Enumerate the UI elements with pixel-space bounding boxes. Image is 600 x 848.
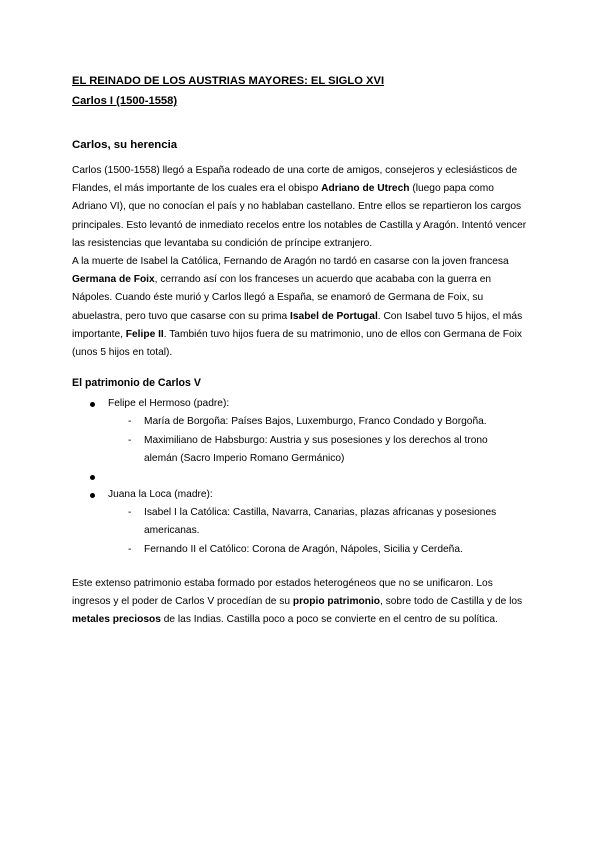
list-item-madre: Juana la Loca (madre): - Isabel I la Católica: Castilla, Navarra, Canarias, plazas africanas y posesiones americanas. - Fernando II el Católico: Corona de Aragón, Nápoles, Sicilia y Cerdeña. [72, 486, 528, 559]
list-item: - Maximiliano de Habsburgo: Austria y sus posesiones y los derechos al trono alemán (Sacro Imperio Romano Germánico) [108, 432, 528, 468]
paragraph-corte-flamenca: Carlos (1500-1558) llegó a España rodeado de una corte de amigos, consejeros y eclesiásticos de Flandes, el más importante de los cuales era el obispo Adriano de Utrech (luego papa como Adriano VI), que no conocían el país y no hablaban castellano. Entre ellos se repartieron los cargos principales. Esto levantó de inmediato recelos entre los notables de Castilla y Aragón. Intentó vencer las resistencias que levantaba su condición de príncipe extranjero. [72, 165, 527, 249]
list-item: - María de Borgoña: Países Bajos, Luxemburgo, Franco Condado y Borgoña. [108, 413, 528, 431]
document-title: EL REINADO DE LOS AUSTRIAS MAYORES: EL SIGLO XVI [72, 75, 385, 87]
bold-metales-preciosos: metales preciosos [72, 614, 161, 626]
list-item: - Isabel I la Católica: Castilla, Navarra, Canarias, plazas africanas y posesiones americanas. [108, 504, 528, 540]
sublist-madre [108, 504, 528, 559]
sublist-padre [108, 413, 528, 468]
list-item: - Fernando II el Católico: Corona de Aragón, Nápoles, Sicilia y Cerdeña. [108, 541, 528, 559]
section-heading-herencia: Carlos, su herencia [72, 139, 178, 151]
list-item-padre: Felipe el Hermoso (padre): - María de Borgoña: Países Bajos, Luxemburgo, Franco Condado y Borgoña. - Maximiliano de Habsburgo: Austria y sus posesiones y los derechos al trono alemán (Sacro Imperio Romano Germánico) [72, 395, 528, 468]
bold-isabel-portugal: Isabel de Portugal [290, 310, 378, 322]
document-subtitle: Carlos I (1500-1558) [72, 95, 178, 107]
bold-propio-patrimonio: propio patrimonio [292, 596, 381, 608]
bold-adriano: Adriano de Utrech [321, 183, 410, 195]
bold-felipe-ii: Felipe II [125, 328, 164, 340]
list-spacer [72, 468, 528, 486]
paragraph-germana: A la muerte de Isabel la Católica, Fernando de Aragón no tardó en casarse con la joven francesa Germana de Foix, cerrando así con los franceses un acuerdo que acababa con la guerra en Nápoles. Cuando éste murió y Carlos llegó a España, se enamoró de Germana de Foix, su abuelastra, pero tuvo que casarse con su prima Isabel de Portugal. Con Isabel tuvo 5 hijos, el más importante, Felipe II. También tuvo hijos fuera de su matrimonio, uno de ellos con Germana de Foix (unos 5 hijos en total). [72, 256, 523, 359]
section-heading-patrimonio: El patrimonio de Carlos V [72, 377, 201, 390]
paragraph-conclusion: Este extenso patrimonio estaba formado por estados heterogéneos que no se unificaron. Los ingresos y el poder de Carlos V procedían de su propio patrimonio, sobre todo de Castilla y de los metales preciosos de las Indias. Castilla poco a poco se convierte en el centro de su política. [72, 577, 523, 626]
bold-germana: Germana de Foix [72, 274, 155, 286]
patrimonio-list [72, 395, 528, 559]
